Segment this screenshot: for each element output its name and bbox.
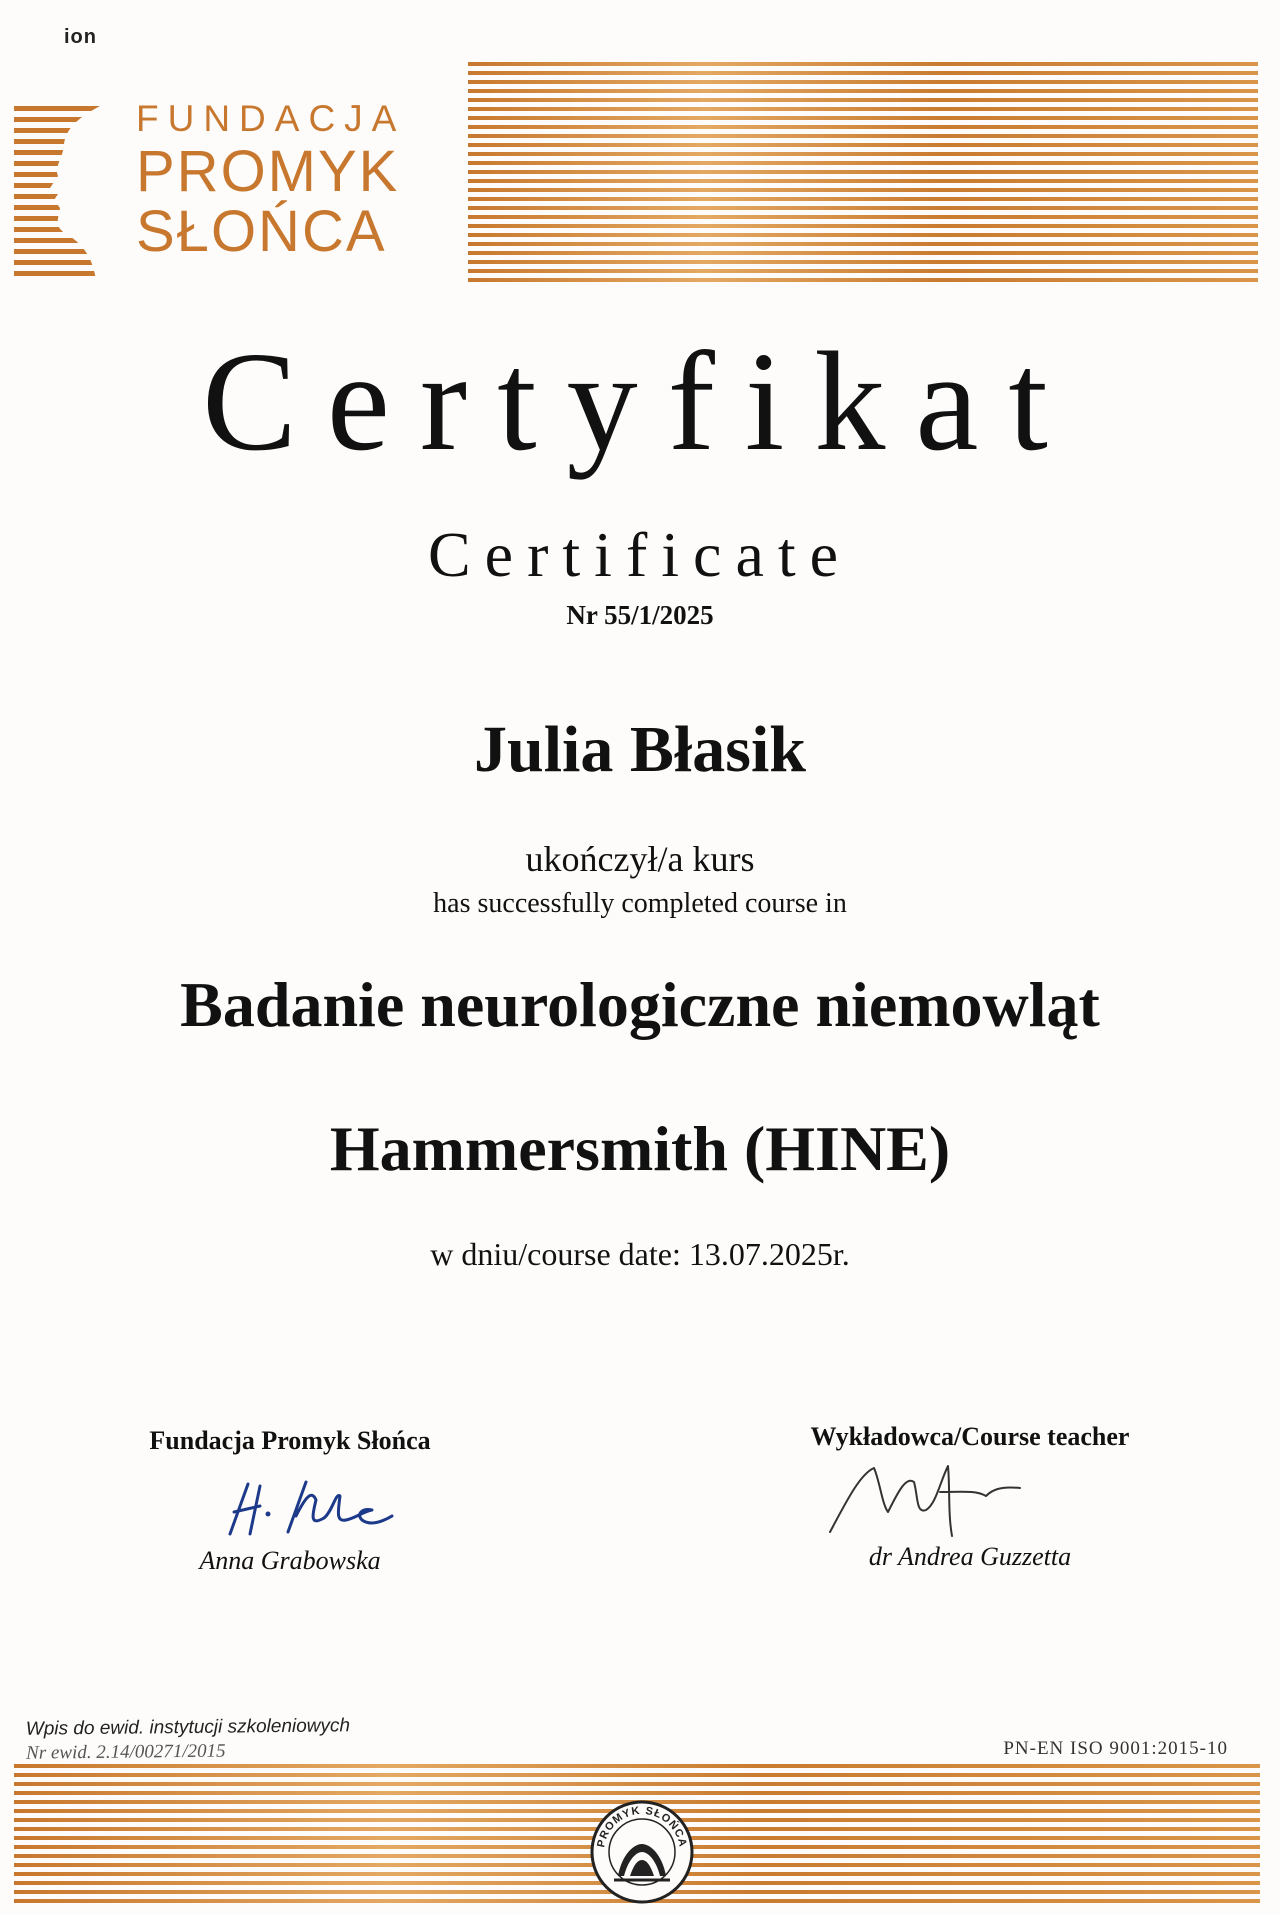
stripe-line (468, 80, 1258, 84)
course-title-line1: Badanie neurologiczne niemowląt (180, 969, 1100, 1040)
course-date: w dniu/course date: 13.07.2025r. (430, 1236, 850, 1272)
logo-line-promyk: PROMYK (136, 139, 400, 204)
completed-text-polish: ukończył/a kurs (525, 839, 755, 879)
stripe-line (468, 98, 1258, 102)
stripe-line (468, 62, 1258, 66)
stripe-line (468, 170, 1258, 174)
stripe-line (468, 233, 1258, 237)
registry-number: Nr ewid. 2.14/00271/2015 (26, 1740, 226, 1764)
stripe-line (14, 1782, 1260, 1786)
stripe-line (468, 242, 1258, 246)
stripe-line (468, 152, 1258, 156)
handwritten-signature-teacher (790, 1452, 1150, 1542)
stripe-line (468, 179, 1258, 183)
handwritten-signature-foundation (110, 1456, 470, 1546)
completed-text-english: has successfully completed course in (433, 888, 847, 919)
stripe-line (14, 1791, 1260, 1795)
signatory-name-teacher: dr Andrea Guzzetta (868, 1542, 1072, 1571)
top-stripe-band (468, 62, 1258, 290)
foundation-seal-icon (588, 1798, 696, 1906)
stripe-line (468, 206, 1258, 210)
signature-block-teacher (790, 1422, 1150, 1572)
signatory-name-foundation: Anna Grabowska (199, 1546, 381, 1575)
stripe-line (468, 89, 1258, 93)
stripe-line (468, 71, 1258, 75)
logo-line-slonca: SŁOŃCA (136, 199, 387, 264)
iso-standard: PN-EN ISO 9001:2015-10 (1003, 1738, 1228, 1759)
stripe-line (468, 251, 1258, 255)
stripe-line (468, 143, 1258, 147)
certificate-number: Nr 55/1/2025 (566, 600, 714, 630)
stripe-line (468, 269, 1258, 273)
stripe-line (468, 224, 1258, 228)
logo-line-fundacja: FUNDACJA (136, 98, 406, 139)
foundation-logo (14, 96, 434, 296)
stripe-line (468, 125, 1258, 129)
profile-silhouette-icon (14, 104, 114, 284)
signature-heading-teacher: Wykładowca/Course teacher (810, 1422, 1130, 1451)
stripe-line (468, 188, 1258, 192)
stripe-line (468, 197, 1258, 201)
course-title-line2: Hammersmith (HINE) (329, 1113, 951, 1184)
stripe-line (468, 107, 1258, 111)
registry-line1: Wpis do ewid. instytucji szkoleniowych (25, 1715, 351, 1740)
recipient-name: Julia Błasik (474, 713, 806, 786)
stripe-line (468, 278, 1258, 282)
stripe-line (468, 260, 1258, 264)
stripe-line (468, 161, 1258, 165)
stripe-line (14, 1764, 1260, 1768)
certificate-title-english: Certificate (427, 519, 853, 590)
stripe-line (468, 134, 1258, 138)
stripe-line (14, 1773, 1260, 1777)
seal-text: PROMYK SŁOŃCA (595, 1804, 689, 1849)
signature-block-foundation (110, 1426, 470, 1576)
stripe-line (468, 116, 1258, 120)
corner-mark: ion (64, 26, 97, 48)
stripe-line (468, 215, 1258, 219)
certificate-title-polish: Certyfikat (202, 322, 1078, 480)
registry-info (26, 1714, 351, 1765)
signature-heading-foundation: Fundacja Promyk Słońca (149, 1426, 431, 1455)
